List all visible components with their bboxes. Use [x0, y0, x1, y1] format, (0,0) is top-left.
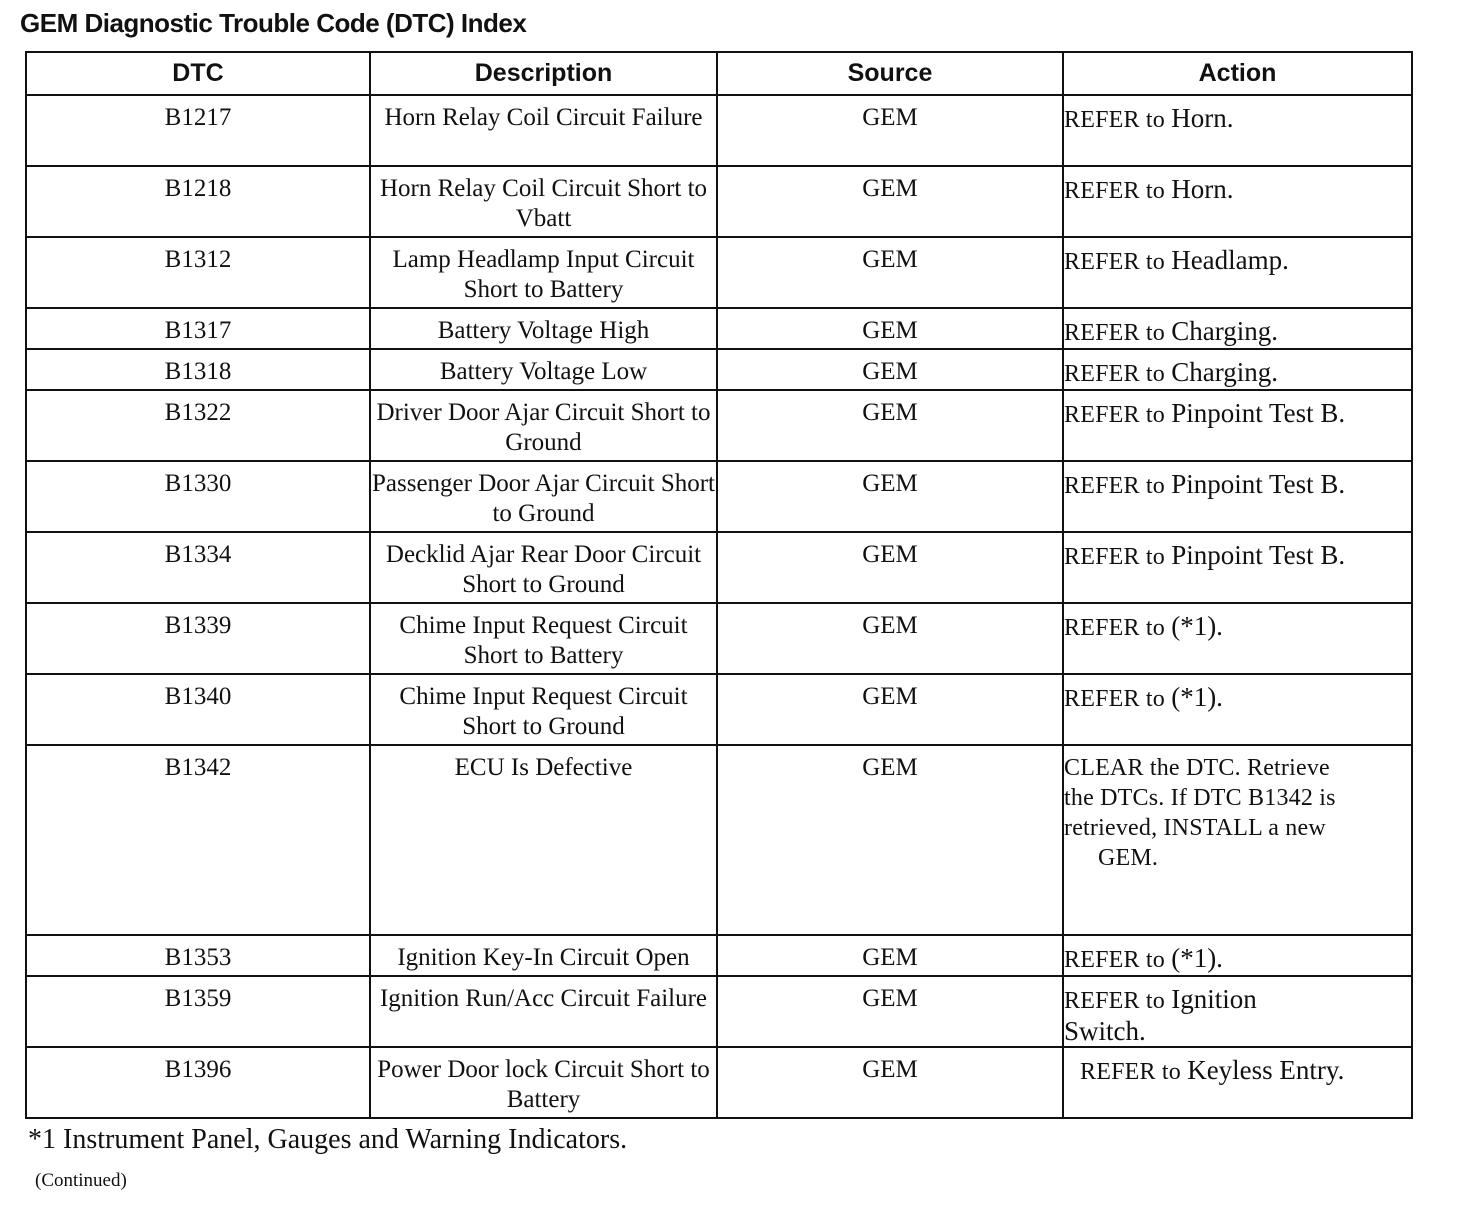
- action-line: GEM.: [1098, 845, 1159, 871]
- dtc-description: Power Door lock Circuit Short to Battery: [370, 1047, 717, 1118]
- dtc-code: B1217: [26, 95, 370, 166]
- table-row: [26, 603, 1412, 674]
- header-dtc: DTC: [26, 52, 370, 95]
- dtc-action: [1063, 349, 1412, 390]
- dtc-action: [1063, 461, 1412, 532]
- action-prefix: REFER to: [1064, 544, 1165, 570]
- dtc-description: Passenger Door Ajar Circuit Short to Ground: [370, 461, 717, 532]
- action-prefix: REFER to: [1064, 686, 1165, 712]
- dtc-source: GEM: [717, 166, 1063, 237]
- table-header-row: [26, 52, 1412, 95]
- dtc-action: [1063, 237, 1412, 308]
- dtc-action: [1063, 603, 1412, 674]
- dtc-source: GEM: [717, 1047, 1063, 1118]
- header-source: Source: [717, 52, 1063, 95]
- dtc-code: B1318: [26, 349, 370, 390]
- dtc-description: ECU Is Defective: [370, 745, 717, 935]
- action-prefix: REFER to: [1064, 402, 1165, 428]
- action-target: Pinpoint Test B.: [1171, 540, 1346, 570]
- table-row: [26, 674, 1412, 745]
- dtc-action: [1063, 532, 1412, 603]
- table-row: [26, 95, 1412, 166]
- dtc-code: B1396: [26, 1047, 370, 1118]
- action-target: Headlamp.: [1171, 245, 1289, 275]
- footnote: *1 Instrument Panel, Gauges and Warning Indicators.: [28, 1124, 628, 1155]
- dtc-source: GEM: [717, 308, 1063, 349]
- table-row: [26, 935, 1412, 976]
- continued-note: (Continued): [35, 1170, 127, 1191]
- action-line: CLEAR the DTC. Retrieve: [1064, 755, 1330, 781]
- header-description: Description: [370, 52, 717, 95]
- action-target: (*1).: [1171, 682, 1223, 712]
- dtc-description: Ignition Key-In Circuit Open: [370, 935, 717, 976]
- dtc-source: GEM: [717, 976, 1063, 1047]
- table-row: [26, 1047, 1412, 1118]
- table-row: [26, 745, 1412, 935]
- action-prefix: REFER to: [1064, 988, 1165, 1014]
- dtc-source: GEM: [717, 745, 1063, 935]
- dtc-source: GEM: [717, 390, 1063, 461]
- dtc-source: GEM: [717, 237, 1063, 308]
- dtc-source: GEM: [717, 95, 1063, 166]
- table-row: [26, 532, 1412, 603]
- dtc-description: Horn Relay Coil Circuit Failure: [370, 95, 717, 166]
- dtc-description: Battery Voltage High: [370, 308, 717, 349]
- dtc-source: GEM: [717, 603, 1063, 674]
- table-row: [26, 237, 1412, 308]
- dtc-code: B1340: [26, 674, 370, 745]
- action-target: Pinpoint Test B.: [1171, 469, 1346, 499]
- dtc-code: B1334: [26, 532, 370, 603]
- dtc-description: Decklid Ajar Rear Door Circuit Short to Ground: [370, 532, 717, 603]
- dtc-action: [1063, 95, 1412, 166]
- table-row: [26, 976, 1412, 1047]
- dtc-code: B1342: [26, 745, 370, 935]
- action-target: Ignition: [1171, 984, 1257, 1014]
- dtc-index-table: [25, 51, 1413, 1119]
- dtc-source: GEM: [717, 674, 1063, 745]
- table-row: [26, 390, 1412, 461]
- dtc-description: Driver Door Ajar Circuit Short to Ground: [370, 390, 717, 461]
- action-target: Charging.: [1171, 316, 1278, 346]
- dtc-code: B1218: [26, 166, 370, 237]
- action-prefix: REFER to: [1064, 615, 1165, 641]
- dtc-description: Lamp Headlamp Input Circuit Short to Battery: [370, 237, 717, 308]
- action-continuation: Switch.: [1064, 1016, 1146, 1046]
- dtc-source: GEM: [717, 461, 1063, 532]
- dtc-description: Chime Input Request Circuit Short to Ground: [370, 674, 717, 745]
- action-prefix: REFER to: [1064, 320, 1165, 346]
- table-row: [26, 166, 1412, 237]
- dtc-action: [1063, 745, 1412, 935]
- dtc-code: B1322: [26, 390, 370, 461]
- document-title: GEM Diagnostic Trouble Code (DTC) Index: [20, 8, 527, 38]
- action-prefix: REFER to: [1064, 473, 1165, 499]
- dtc-action: [1063, 935, 1412, 976]
- dtc-source: GEM: [717, 349, 1063, 390]
- dtc-description: Ignition Run/Acc Circuit Failure: [370, 976, 717, 1047]
- dtc-code: B1339: [26, 603, 370, 674]
- dtc-code: B1317: [26, 308, 370, 349]
- dtc-description: Chime Input Request Circuit Short to Battery: [370, 603, 717, 674]
- dtc-source: GEM: [717, 935, 1063, 976]
- action-prefix: REFER to: [1064, 361, 1165, 387]
- action-target: Pinpoint Test B.: [1171, 398, 1346, 428]
- dtc-code: B1330: [26, 461, 370, 532]
- dtc-code: B1312: [26, 237, 370, 308]
- action-target: (*1).: [1171, 611, 1223, 641]
- action-prefix: REFER to: [1080, 1059, 1181, 1085]
- dtc-action: [1063, 390, 1412, 461]
- action-prefix: REFER to: [1064, 107, 1165, 133]
- dtc-code: B1359: [26, 976, 370, 1047]
- table-row: [26, 308, 1412, 349]
- header-action: Action: [1063, 52, 1412, 95]
- action-line: the DTCs. If DTC B1342 is: [1064, 785, 1336, 811]
- table-row: [26, 461, 1412, 532]
- action-prefix: REFER to: [1064, 947, 1165, 973]
- dtc-code: B1353: [26, 935, 370, 976]
- action-target: Charging.: [1171, 357, 1278, 387]
- dtc-description: Horn Relay Coil Circuit Short to Vbatt: [370, 166, 717, 237]
- action-target: Horn.: [1171, 174, 1234, 204]
- action-target: Keyless Entry.: [1187, 1055, 1345, 1085]
- dtc-action: [1063, 308, 1412, 349]
- table-row: [26, 349, 1412, 390]
- action-target: Horn.: [1171, 103, 1234, 133]
- action-prefix: REFER to: [1064, 178, 1165, 204]
- action-target: (*1).: [1171, 943, 1223, 973]
- dtc-action: [1063, 1047, 1412, 1118]
- dtc-action: [1063, 674, 1412, 745]
- dtc-source: GEM: [717, 532, 1063, 603]
- action-line: retrieved, INSTALL a new: [1064, 815, 1326, 841]
- dtc-action: [1063, 166, 1412, 237]
- dtc-action: [1063, 976, 1412, 1047]
- action-prefix: REFER to: [1064, 249, 1165, 275]
- dtc-description: Battery Voltage Low: [370, 349, 717, 390]
